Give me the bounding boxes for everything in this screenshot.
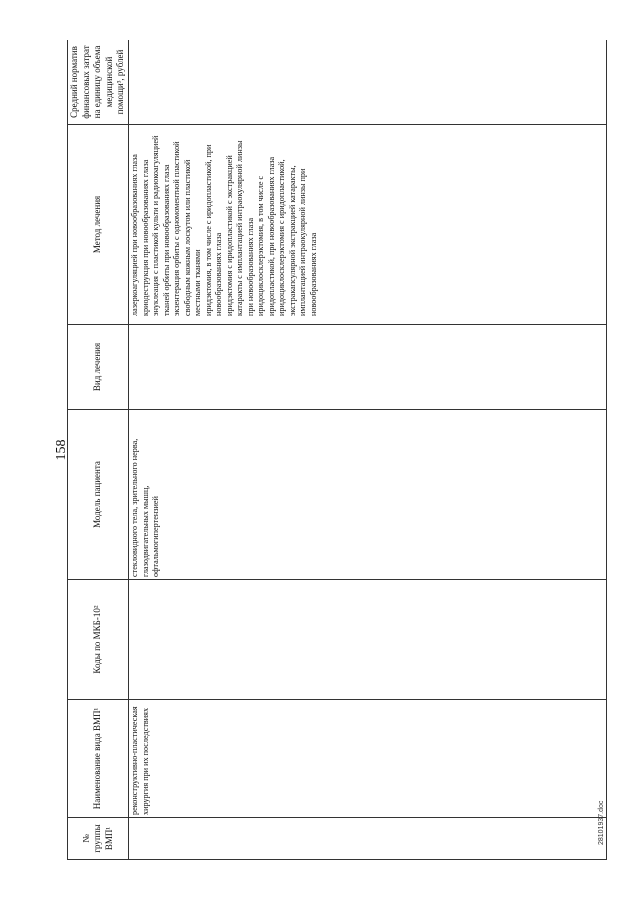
- header-group-number: № группы ВМП¹: [68, 818, 129, 860]
- header-patient-model: Модель пациента: [68, 410, 129, 580]
- method-item: криодеструкция при новообразованиях глаза: [140, 159, 150, 316]
- rotated-table-area: [67, 40, 607, 860]
- vmp-table: [67, 40, 607, 860]
- method-item: иридэктомия с иридопластикой с экстракцией катаракты с имплантацией интраокулярной линзы при новообразованиях глаза: [224, 140, 255, 316]
- header-avg-cost: Средний норматив финансовых затрат на единицу объема медицинской помощи³, рублей: [68, 40, 129, 125]
- cell-treatment-type: [129, 325, 607, 410]
- table-row: [129, 40, 607, 860]
- header-treatment-type: Вид лечения: [68, 325, 129, 410]
- cell-treatment-methods: [129, 125, 607, 325]
- header-treatment-method: Метод лечения: [68, 125, 129, 325]
- cell-vmp-name: реконструктивно-пластическая хирургия при их последствиях: [129, 700, 607, 818]
- method-item: энуклеация с пластикой культи и радиокоагуляцией тканей орбиты при новообразованиях глаза: [151, 135, 171, 316]
- header-icd-codes: Коды по МКБ-10²: [68, 580, 129, 700]
- cell-icd-codes: [129, 580, 607, 700]
- cell-avg-cost: [129, 40, 607, 125]
- table-header-row: [68, 40, 129, 860]
- document-id: 28101937.doc: [598, 800, 605, 845]
- method-item: лазеркоагуляцией при новообразованиях глаза: [130, 154, 139, 316]
- method-item: иридоциклосклерэктомия с иридопластикой, экстракапсулярной экстракцией катаракты, имплантацией интраокулярной линзы при новообразованиях глаза: [277, 159, 318, 316]
- rotated-table-frame: [67, 40, 607, 860]
- method-item: иридэктомия, в том числе с иридопластикой, при новообразованиях глаза: [203, 144, 223, 316]
- cell-patient-model: стекловидного тела, зрительного нерва, глазодвигательных мышц, офтальмогипертензией: [129, 410, 607, 580]
- page-number: 158: [54, 439, 69, 461]
- cell-group-number: [129, 818, 607, 860]
- method-item: экзентерация орбиты с одномоментной пластикой свободным кожным лоскутом или пластикой местными тканями: [172, 141, 202, 316]
- method-item: иридоциклосклерэктомия, в том числе с иридопластикой, при новообразованиях глаза: [256, 156, 276, 316]
- header-vmp-name: Наименование вида ВМП¹: [68, 700, 129, 818]
